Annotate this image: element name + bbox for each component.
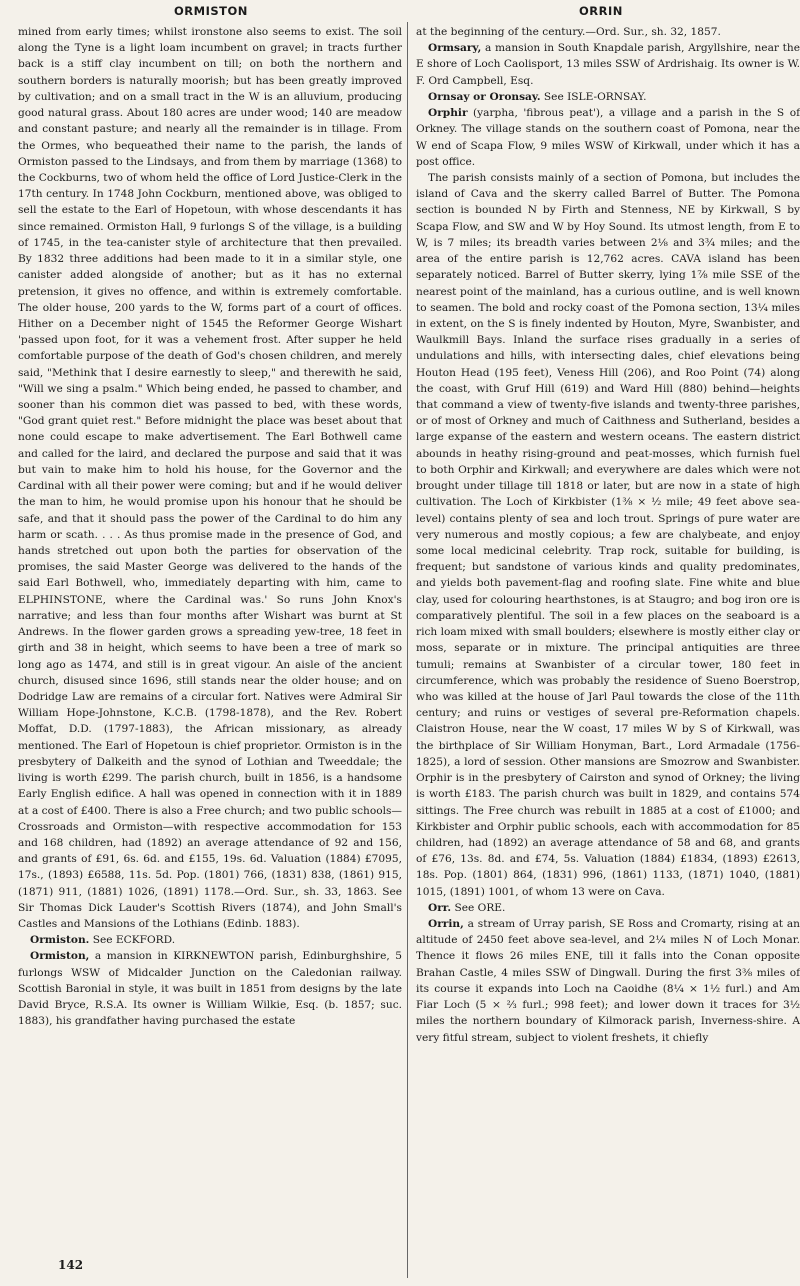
entry-headword: Ormsary,	[428, 42, 482, 55]
entry-orr	[416, 900, 800, 916]
right-column	[416, 24, 800, 1280]
entry-headword: Ormiston,	[30, 950, 90, 963]
entry-text: a mansion in KIRKNEWTON parish, Edinburghshire, 5 furlongs WSW of Midcalder Junction on the Caledonian railway. Scottish Baronial in style, it was built in 1851 from designs by the late David Bryce, R.S.A. Its owner is William Wilkie, Esq. (b. 1857; suc. 1883), his grandfather having purchased the estate	[18, 950, 402, 1028]
entry-text: a stream of Urray parish, SE Ross and Cromarty, rising at an altitude of 2450 feet above sea-level, and 2¼ miles N of Loch Monar. Thence it flows 26 miles ENE, till it falls into the Conan opposite Brahan Castle, 4 miles SSW of Dingwall. During the first 3⅜ miles of its course it expands into Loch na Caoidhe (8¼ × 1½ furl.) and Am Fiar Loch (5 × ⅔ furl.; 998 feet); and lower down it traces for 3½ miles the northern boundary of Kilmorack parish, Inverness-shire. A very fitful stream, subject to violent freshets, it chiefly	[416, 918, 800, 1044]
entry-headword: Ornsay or Oronsay.	[428, 90, 541, 103]
paragraph: at the beginning of the century.—Ord. Sur., sh. 32, 1857.	[416, 26, 721, 38]
entry-orphir	[416, 105, 800, 170]
entry-orrin	[416, 916, 800, 1046]
entry-text: See ECKFORD.	[89, 934, 176, 947]
running-head-left: ORMISTON	[174, 4, 248, 18]
entry-headword: Orphir	[428, 107, 468, 120]
paragraph: The parish consists mainly of a section of Pomona, but includes the island of Cava and the skerry called Barrel of Butter. The Pomona section is bounded N by Firth and Stenness, NE by Kirkwall, S by Scapa Flow, and SW and W by Hoy Sound. Its utmost length, from E to W, is 7 miles; its breadth varies between 2⅛ and 3¾ miles; and the area of the entire parish is 12,762 acres. CAVA island has been separately noticed. Barrel of Butter skerry, lying 1⅞ mile SSE of the nearest point of the mainland, has a curious outline, and is well known to seamen. The bold and rocky coast of the Pomona section, 13¼ miles in extent, on the S is finely indented by Houton, Myre, Swanbister, and Waulkmill Bays. Inland the surface rises gradually in a series of undulations and hills, with intersecting dales, chief elevations being Houton Head (195 feet), Veness Hill (206), and Roo Point (74) along the coast, with Gruf Hill (619) and Ward Hill (880) behind—heights that command a view of twenty-five islands and twenty-three parishes, or of most of Orkney and much of Caithness and Sutherland, besides a large expanse of the eastern and western oceans. The eastern district abounds in heathy rising-ground and peat-mosses, which furnish fuel to both Orphir and Kirkwall; and everywhere are dales which were not brought under tillage till 1818 or later, but are now in a state of high cultivation. The Loch of Kirkbister (1⅜ × ½ mile; 49 feet above sea-level) contains plenty of sea and loch trout. Springs of pure water are very numerous and mostly copious; a few are chalybeate, and enjoy some local medicinal celebrity. Trap rock, suitable for building, is frequent; but sandstone of various kinds and quality predominates, and yields both pavement-flag and roofing slate. Fine white and blue clay, used for colouring hearthstones, is at Staugro; and bog iron ore is comparatively plentiful. The soil in a few places on the seaboard is a rich loam mixed with small boulders; elsewhere is mostly either clay or moss, separate or in mixture. The principal antiquities are three tumuli; remains at Swanbister of a circular tower, 180 feet in circumference, which was probably the residence of Sueno Boerstrop, who was killed at the house of Jarl Paul towards the close of the 11th century; and ruins or vestiges of several pre-Reformation chapels. Claistron House, near the W coast, 17 miles W by S of Kirkwall, was the birthplace of Sir William Honyman, Bart., Lord Armadale (1756-1825), a lord of session. Other mansions are Smozrow and Swanbister. Orphir is in the presbytery of Cairston and synod of Orkney; the living is worth £183. The parish church was built in 1829, and contains 574 sittings. The Free church was rebuilt in 1885 at a cost of £1000; and Kirkbister and Orphir public schools, each with accommodation for 85 children, had (1892) an average attendance of 58 and 68, and grants of £76, 13s. 8d. and £74, 5s. Valuation (1884) £1834, (1893) £2613, 18s. Pop. (1801) 864, (1831) 996, (1861) 1133, (1871) 1040, (1881) 1015, (1891) 1001, of whom 13 were on Cava.	[416, 171, 800, 898]
paragraph: mined from early times; whilst ironstone also seems to exist. The soil along the Tyne is a light loam incumbent on gravel; in tracts further back is a stiff clay incumbent on till; on both the northern and southern borders is naturally moorish; but has been greatly improved by cultivation; and on a small tract in the W is an alluvium, producing good natural grass. About 180 acres are under wood; 140 are meadow and constant pasture; and nearly all the remainder is in tillage. From the Ormes, who bequeathed their name to the parish, the lands of Ormiston passed to the Lindsays, and from them by marriage (1368) to the Cockburns, two of whom held the office of Lord Justice-Clerk in the 17th century. In 1748 John Cockburn, mentioned above, was obliged to sell the estate to the Earl of Hopetoun, with whose descendants it has since remained. Ormiston Hall, 9 furlongs S of the village, is a building of 1745, in the tea-canister style of architecture that then prevailed. By 1832 three additions had been made to it in a similar style, one canister added alongside of another; but as it has no external pretension, it gives no offence, and within is extremely comfortable. The older house, 200 yards to the W, forms part of a court of offices. Hither on a December night of 1545 the Reformer George Wishart 'passed upon foot, for it was a vehement frost. After supper he held comfortable purpose of the death of God's chosen children, and merely said, "Methink that I desire earnestly to sleep," and therewith he said, "Will we sing a psalm." Which being ended, he passed to chamber, and sooner than his common diet was passed to bed, with these words, "God grant quiet rest." Before midnight the place was beset about that none could escape to make advertisement. The Earl Bothwell came and called for the laird, and declared the purpose and said that it was but vain to make him to hold his house, for the Governor and the Cardinal with all their power were coming; but and if he would deliver the man to him, he would promise upon his honour that he should be safe, and that it should pass the power of the Cardinal to do him any harm or scath. . . . As thus promise made in the presence of God, and hands stretched out upon both the parties for observation of the promises, the said Master George was delivered to the hands of the said Earl Bothwell, who, immediately departing with him, came to ELPHINSTONE, where the Cardinal was.' So runs John Knox's narrative; and less than four months after Wishart was burnt at St Andrews. In the flower garden grows a spreading yew-tree, 18 feet in girth and 38 in height, which seems to have been a tree of mark so long ago as 1474, and still is in great vigour. An aisle of the ancient church, disused since 1696, still stands near the older house; and on Dodridge Law are remains of a circular fort. Natives were Admiral Sir William Hope-Johnstone, K.C.B. (1798-1878), and the Rev. Robert Moffat, D.D. (1797-1883), the African missionary, as already mentioned. The Earl of Hopetoun is chief proprietor. Ormiston is in the presbytery of Dalkeith and the synod of Lothian and Tweeddale; the living is worth £299. The parish church, built in 1856, is a handsome Early English edifice. A hall was opened in connection with it in 1889 at a cost of £400. There is also a Free church; and two public schools—Crossroads and Ormiston—with respective accommodation for 153 and 168 children, had (1892) an average attendance of 92 and 156, and grants of £91, 6s. 6d. and £155, 19s. 6d. Valuation (1884) £7095, 17s., (1893) £6588, 11s. 5d. Pop. (1801) 766, (1831) 838, (1861) 915, (1871) 911, (1881) 1026, (1891) 1178.—Ord. Sur., sh. 33, 1863. See Sir Thomas Dick Lauder's Scottish Rivers (1874), and John Small's Castles and Mansions of the Lothians (Edinb. 1883).	[18, 26, 402, 931]
column-divider	[407, 22, 408, 1278]
entry-ormsary	[416, 40, 800, 89]
entry-text: See ORE.	[451, 901, 506, 914]
entry-headword: Orrin,	[428, 918, 464, 931]
entry-headword: Orr.	[428, 901, 452, 914]
entry-text: (yarpha, 'fibrous peat'), a village and a parish in the S of Orkney. The village stands on the southern coast of Pomona, near the W end of Scapa Flow, 9 miles WSW of Kirkwall, under which it has a post office.	[416, 107, 800, 168]
page-number: 142	[58, 1258, 84, 1272]
left-column	[18, 24, 402, 1280]
entry-ornsay	[416, 89, 800, 105]
entry-ormiston-eckford	[18, 932, 402, 948]
entry-ormiston-mansion	[18, 948, 402, 1029]
running-head-right: ORRIN	[579, 4, 623, 18]
entry-text: See ISLE-ORNSAY.	[540, 90, 647, 103]
entry-headword: Ormiston.	[30, 934, 90, 947]
entry-text: a mansion in South Knapdale parish, Argyllshire, near the E shore of Loch Caolisport, 13 miles SSW of Ardrishaig. Its owner is W. F. Ord Campbell, Esq.	[416, 42, 800, 87]
